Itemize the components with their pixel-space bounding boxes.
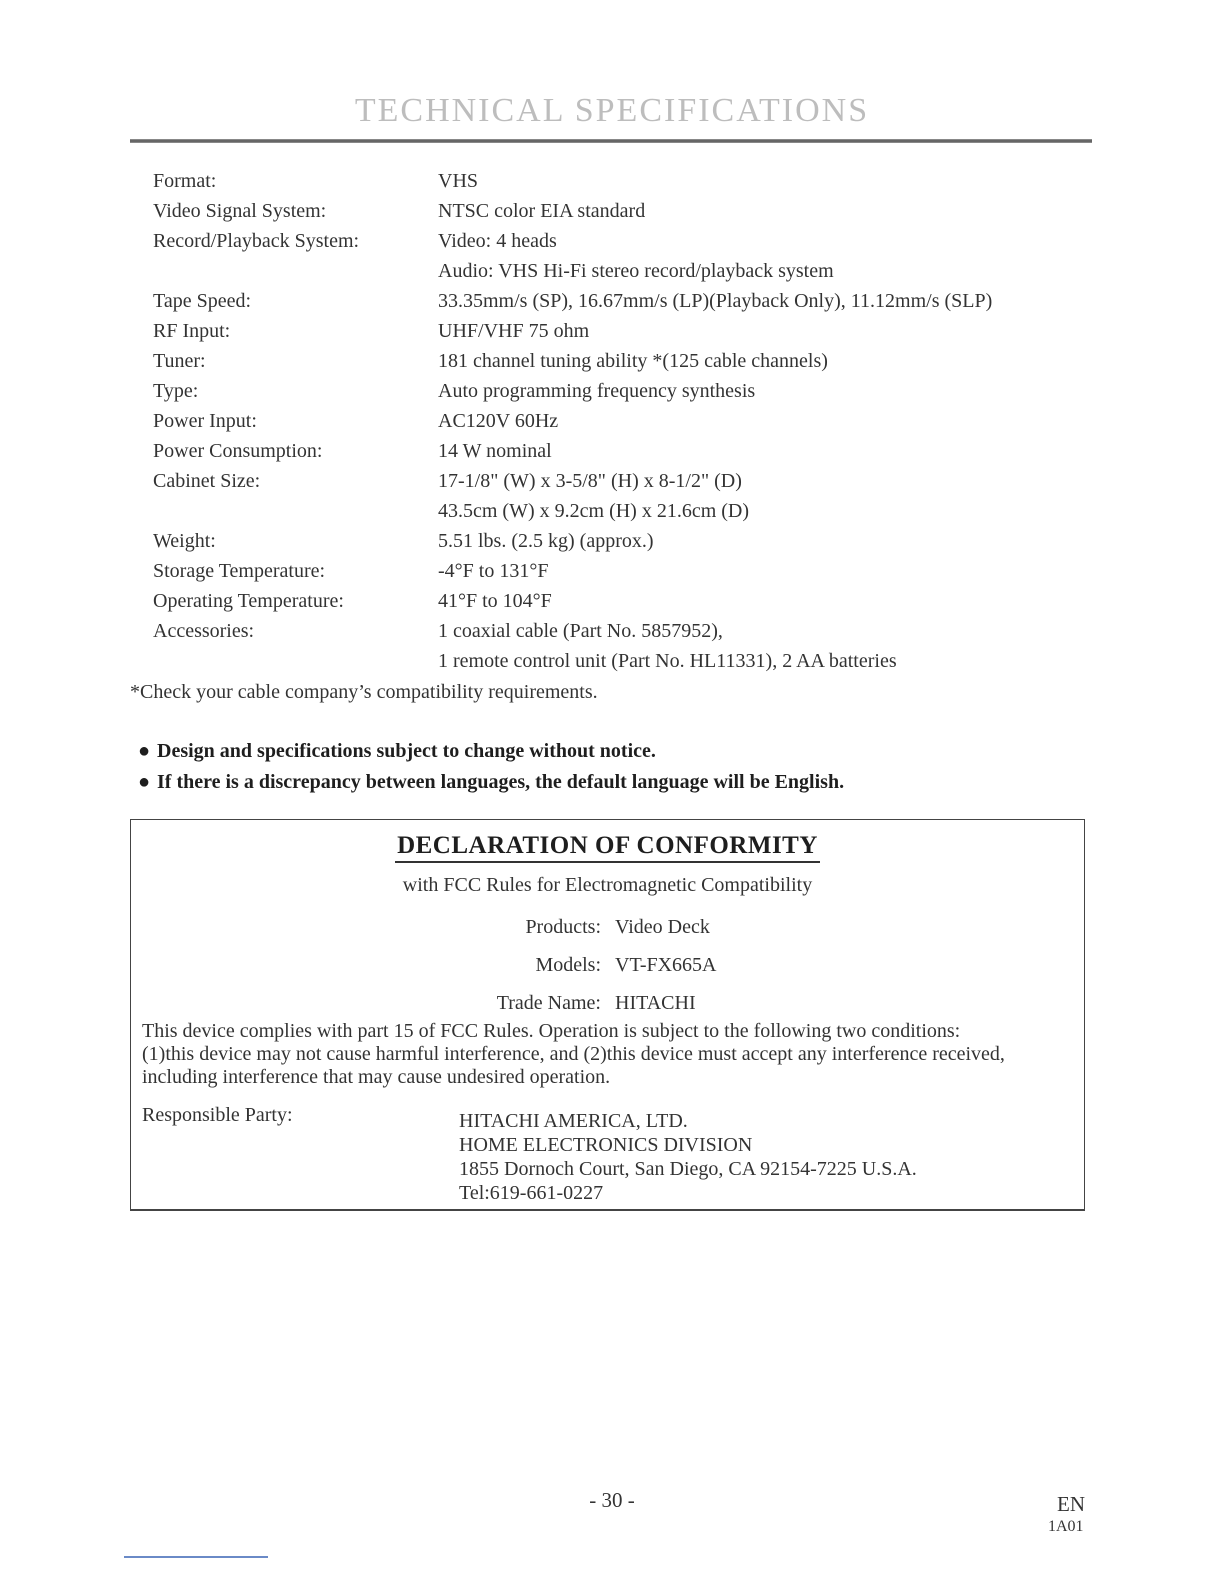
notice-item: ● Design and specifications subject to change without notice. (138, 736, 1038, 767)
spec-value: 17-1/8" (W) x 3-5/8" (H) x 8-1/2" (D) (438, 470, 742, 492)
spec-label: Video Signal System: (153, 200, 327, 222)
spec-row (153, 466, 1093, 526)
page-title: TECHNICAL SPECIFICATIONS (354, 92, 870, 129)
spec-row (153, 166, 1093, 196)
spec-values (438, 376, 1093, 406)
spec-row (153, 556, 1093, 586)
spec-label: Accessories: (153, 620, 255, 642)
responsible-party-address: HITACHI AMERICA, LTD. HOME ELECTRONICS DIVISION 1855 Dornoch Court, San Diego, CA 92154-7225 U.S.A. Tel:619-661-0227 (459, 1110, 917, 1204)
notice-item: ● If there is a discrepancy between languages, the default language will be English. (138, 767, 1038, 798)
spec-values (438, 346, 1093, 376)
spec-label: Power Consumption: (153, 440, 323, 462)
spec-label: Power Input: (153, 410, 257, 432)
spec-value: -4°F to 131°F (438, 560, 549, 582)
spec-label: Format: (153, 170, 217, 192)
edge-mark (124, 1556, 268, 1558)
spec-value: 1 remote control unit (Part No. HL11331), 2 AA batteries (438, 650, 897, 672)
cable-footnote: *Check your cable company’s compatibility requirements. (130, 681, 598, 703)
spec-value: 41°F to 104°F (438, 590, 552, 612)
declaration-fields (131, 908, 1084, 1022)
declaration-box (130, 819, 1085, 1211)
spec-values (438, 556, 1093, 586)
spec-label: Operating Temperature: (153, 590, 344, 612)
declaration-subtitle: with FCC Rules for Electromagnetic Compatibility (402, 874, 813, 896)
document-code: 1A01 (1048, 1518, 1084, 1535)
spec-values (438, 526, 1093, 556)
spec-value: NTSC color EIA standard (438, 200, 646, 222)
page-number: - 30 - (589, 1488, 635, 1512)
spec-row (153, 226, 1093, 286)
spec-label: Weight: (153, 530, 216, 552)
spec-row (153, 316, 1093, 346)
declaration-field-products: Products: Video Deck (525, 916, 710, 938)
declaration-field-trade-name: Trade Name: HITACHI (496, 992, 696, 1014)
spec-value: Auto programming frequency synthesis (438, 380, 756, 402)
spec-row (153, 196, 1093, 226)
spec-row (153, 406, 1093, 436)
spec-row (153, 586, 1093, 616)
spec-label: Tuner: (153, 350, 206, 372)
spec-values (438, 226, 1093, 286)
spec-values (438, 196, 1093, 226)
spec-value: Audio: VHS Hi-Fi stereo record/playback system (438, 260, 834, 282)
spec-row (153, 616, 1093, 676)
responsible-party-label: Responsible Party: (142, 1104, 293, 1126)
spec-values (438, 166, 1093, 196)
spec-row (153, 526, 1093, 556)
bullet-icon: ● (138, 740, 151, 762)
spec-value: AC120V 60Hz (438, 410, 559, 432)
spec-values (438, 466, 1093, 526)
title-rule (130, 139, 1092, 143)
spec-label: Record/Playback System: (153, 230, 360, 252)
notice-list (138, 736, 1038, 798)
spec-value: VHS (438, 170, 479, 192)
language-code: EN (1057, 1492, 1085, 1516)
spec-value: 1 coaxial cable (Part No. 5857952), (438, 620, 723, 642)
spec-values (438, 406, 1093, 436)
spec-value: 33.35mm/s (SP), 16.67mm/s (LP)(Playback Only), 11.12mm/s (SLP) (438, 290, 993, 312)
spec-value: 181 channel tuning ability *(125 cable channels) (438, 350, 828, 372)
declaration-field-models: Models: VT-FX665A (535, 954, 717, 976)
spec-row (153, 346, 1093, 376)
spec-label: Storage Temperature: (153, 560, 326, 582)
spec-value: 43.5cm (W) x 9.2cm (H) x 21.6cm (D) (438, 500, 750, 522)
spec-values (438, 286, 1093, 316)
declaration-title: DECLARATION OF CONFORMITY (131, 832, 1084, 860)
bullet-icon: ● (138, 771, 151, 793)
spec-value: Video: 4 heads (438, 230, 557, 252)
spec-value: 14 W nominal (438, 440, 552, 462)
spec-value: UHF/VHF 75 ohm (438, 320, 590, 342)
spec-label: Type: (153, 380, 199, 402)
spec-values (438, 616, 1093, 676)
spec-label: RF Input: (153, 320, 231, 342)
spec-value: 5.51 lbs. (2.5 kg) (approx.) (438, 530, 654, 552)
spec-row (153, 286, 1093, 316)
spec-row (153, 436, 1093, 466)
spec-row (153, 376, 1093, 406)
spec-values (438, 436, 1093, 466)
spec-label: Cabinet Size: (153, 470, 261, 492)
spec-values (438, 316, 1093, 346)
spec-label: Tape Speed: (153, 290, 252, 312)
spec-values (438, 586, 1093, 616)
spec-table (153, 166, 1093, 676)
fcc-statement: This device complies with part 15 of FCC Rules. Operation is subject to the following two conditions: (1)this device may not cause harmful interference, and (2)this device must accept any interference received, including interference that may cause undesired operation. (142, 1020, 1005, 1088)
